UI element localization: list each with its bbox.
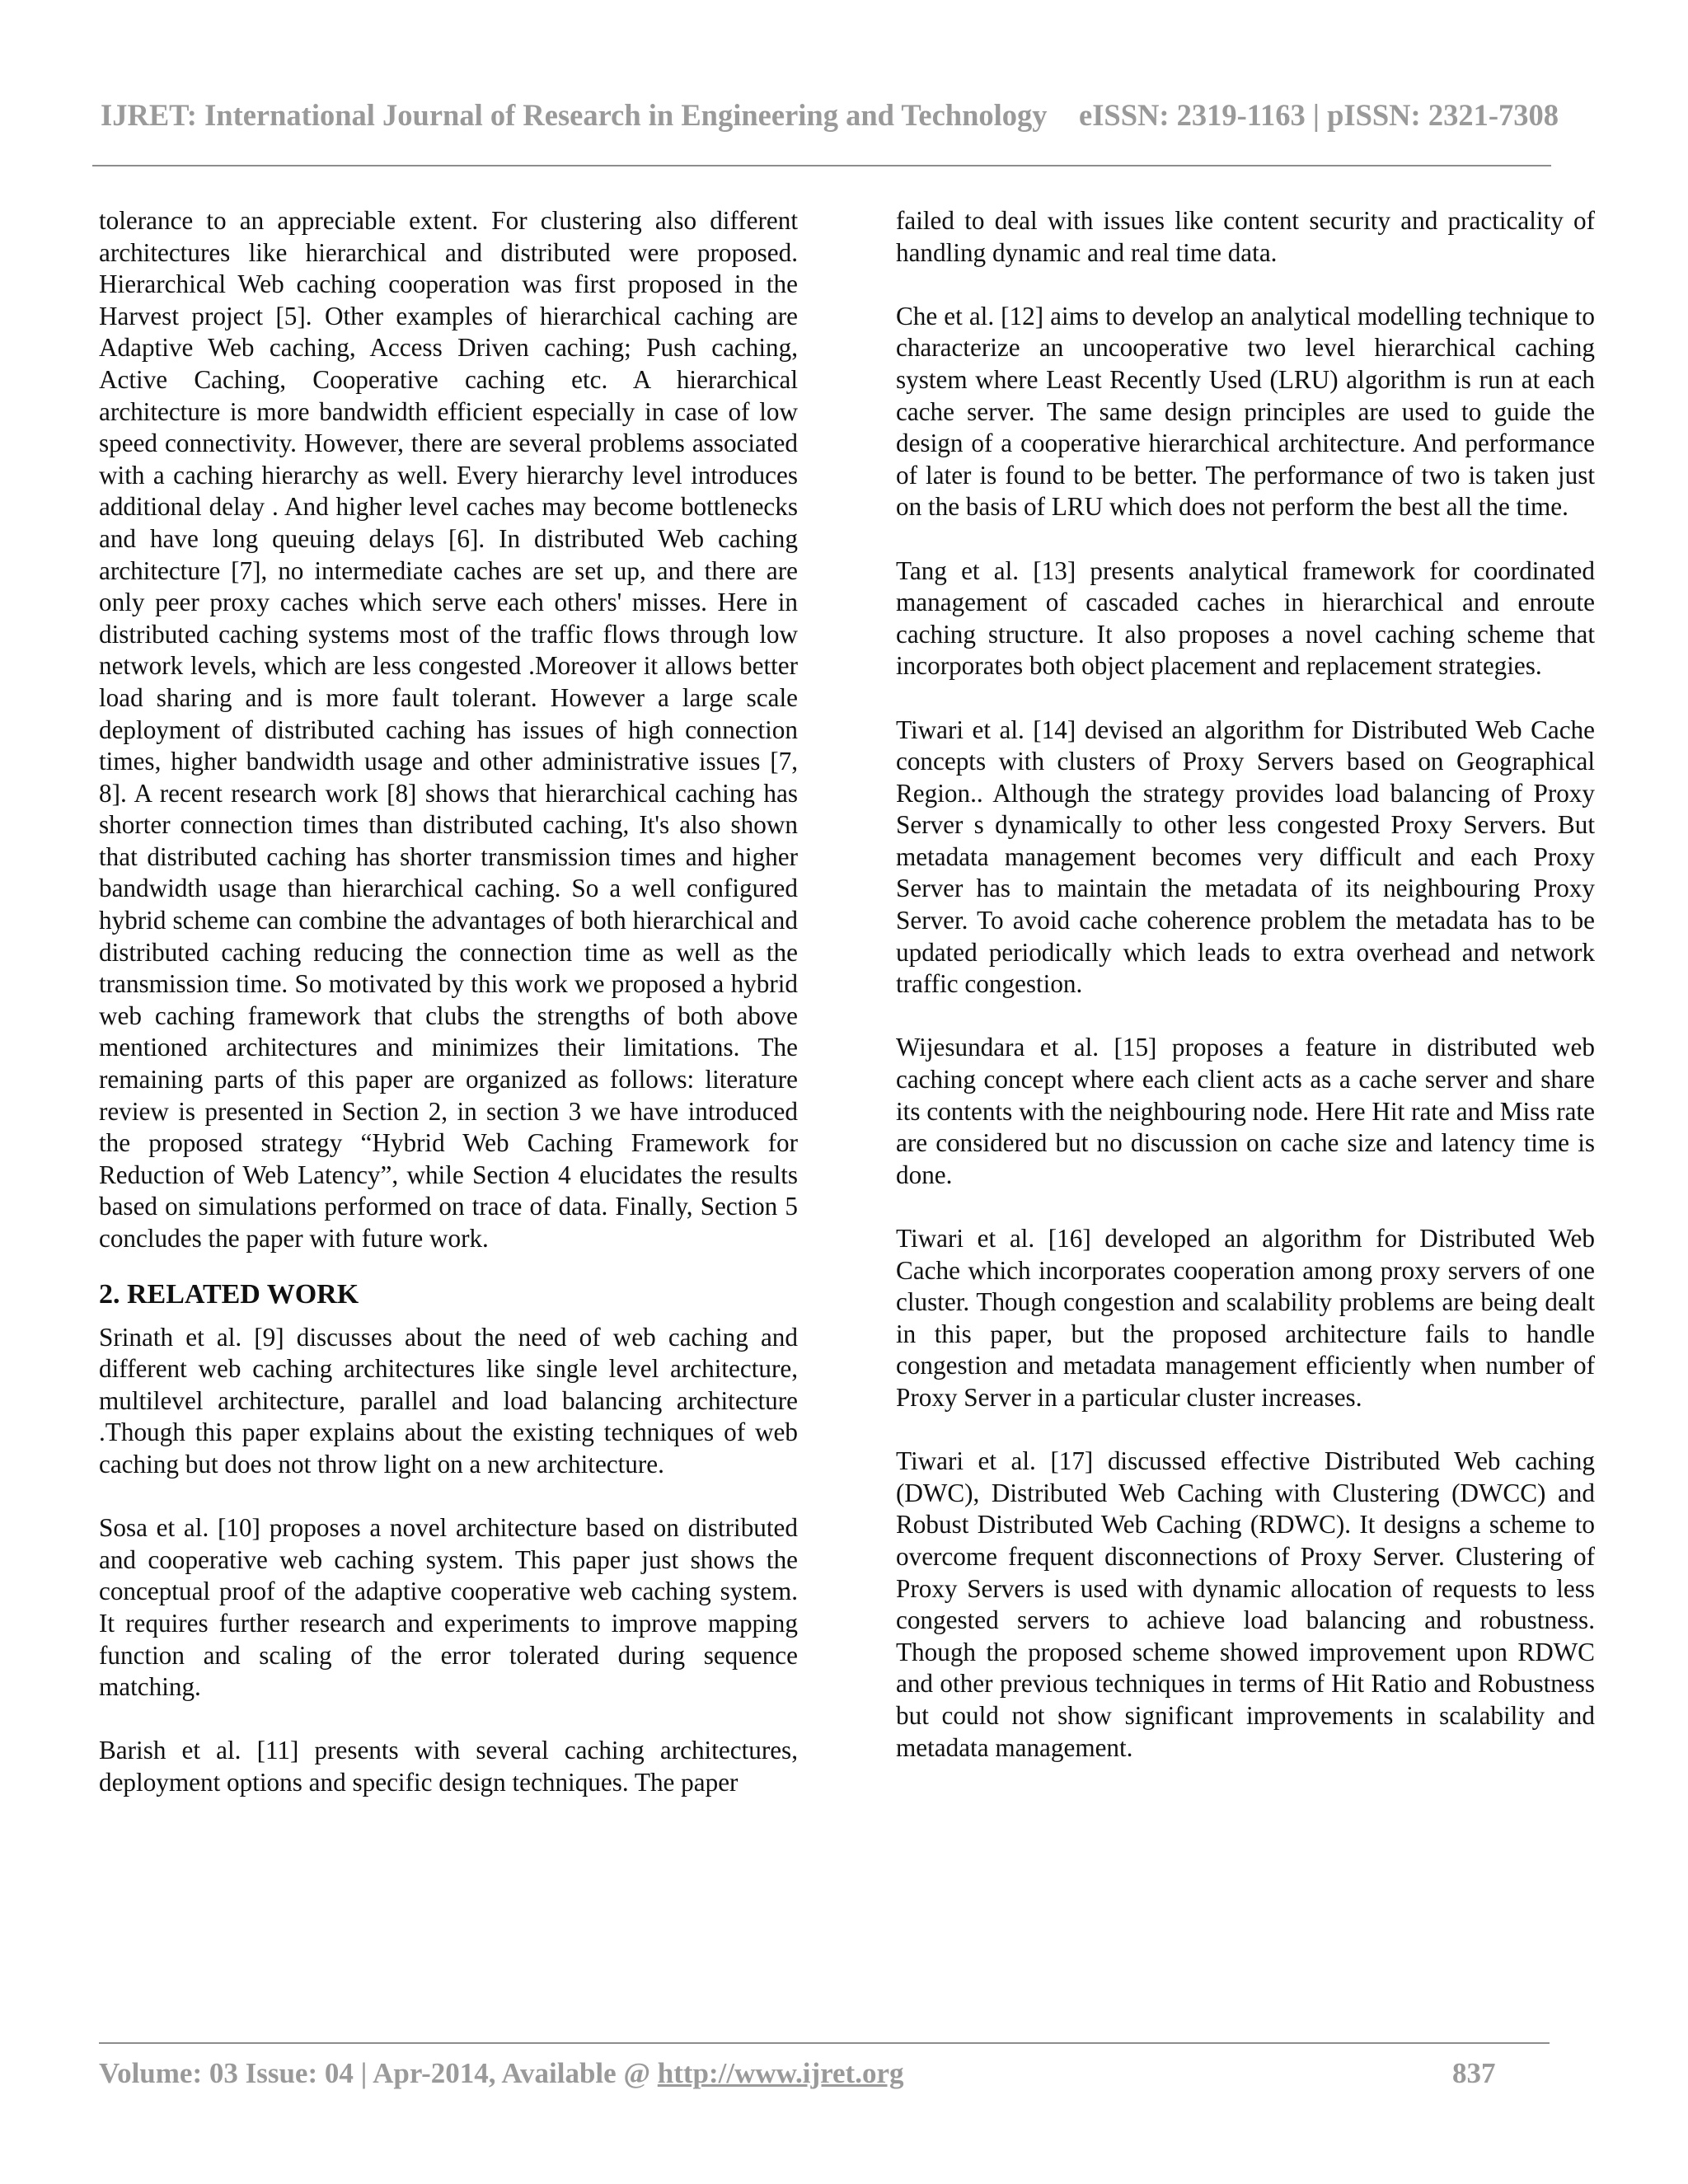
running-header — [92, 97, 1559, 138]
paragraph-tiwari-16: Tiwari et al. [16] developed an algorithm for Distributed Web Cache which incorporates cooperation among proxy servers of one cluster. Though congestion and scalability problems are being dealt in this paper, but the proposed architecture fails to handle congestion and metadata management efficiently when number of Proxy Server in a particular cluster increases. — [896, 1224, 1595, 1412]
paragraph-tang: Tang et al. [13] presents analytical framework for coordinated management of cascaded caches in hierarchical and enroute caching structure. It also proposes a novel caching scheme that incorporates both object placement and replacement strategies. — [896, 555, 1595, 681]
header-divider — [92, 165, 1551, 166]
paragraph-tiwari-17: Tiwari et al. [17] discussed effective Distributed Web caching (DWC), Distributed Web Caching with Clustering (DWCC) and Robust Distributed Web Caching (RDWC). It designs a scheme to overcome frequent disconnections of Proxy Server. Clustering of Proxy Servers is used with dynamic allocation of requests to less congested servers to achieve load balancing and robustness. Though the proposed scheme showed improvement upon RDWC and other previous techniques in terms of Hit Ratio and Robustness but could not show significant improvements in scalability and metadata management. — [896, 1446, 1595, 1762]
paragraph-che: Che et al. [12] aims to develop an analytical modelling technique to characterize an uncooperative two level hierarchical caching system where Least Recently Used (LRU) algorithm is run at each cache server. The same design principles are used to guide the design of a cooperative hierarchical architecture. And performance of later is found to be better. The performance of two is taken just on the basis of LRU which does not perform the best all the time. — [896, 301, 1595, 522]
paragraph-barish-continued: failed to deal with issues like content security and practicality of handling dynamic and real time data. — [896, 206, 1595, 267]
page-number: 837 — [1452, 2057, 1496, 2089]
paragraph-barish: Barish et al. [11] presents with several caching architectures, deployment options and specific design techniques. The paper — [99, 1736, 798, 1797]
paragraph-wijesundara: Wijesundara et al. [15] proposes a feature in distributed web caching concept where each client acts as a cache server and share its contents with the neighbouring node. Here Hit rate and Miss rate are considered but no discussion on cache size and latency time is done. — [896, 1033, 1595, 1189]
right-column — [896, 205, 1595, 1764]
issn-numbers: eISSN: 2319-1163 | pISSN: 2321-7308 — [1079, 98, 1559, 132]
volume-text: Volume: 03 Issue: 04 | Apr-2014, Available @ — [99, 2057, 658, 2089]
volume-info — [99, 2057, 904, 2090]
footer-divider — [99, 2042, 1550, 2044]
journal-title: IJRET: International Journal of Research in Engineering and Technology — [101, 98, 1048, 132]
paragraph-srinath: Srinath et al. [9] discusses about the need of web caching and different web caching architectures like single level architecture, multilevel architecture, parallel and load balancing architecture .Though this paper explains about the existing techniques of web caching but does not throw light on a new architecture. — [99, 1322, 798, 1479]
paragraph-sosa: Sosa et al. [10] proposes a novel architecture based on distributed and cooperative web caching system. This paper just shows the conceptual proof of the adaptive cooperative web caching system. It requires further research and experiments to improve mapping function and scaling of the error tolerated during sequence matching. — [99, 1513, 798, 1702]
intro-paragraph: tolerance to an appreciable extent. For clustering also different architectures like hierarchical and distributed were proposed. Hierarchical Web caching cooperation was first proposed in the Harvest project [5]. Other examples of hierarchical caching are Adaptive Web caching, Access Driven caching; Push caching, Active Caching, Cooperative caching etc. A hierarchical architecture is more bandwidth efficient especially in case of low speed connectivity. However, there are several problems associated with a caching hierarchy as well. Every hierarchy level introduces additional delay . And higher level caches may become bottlenecks and have long queuing delays [6]. In distributed Web caching architecture [7], no intermediate caches are set up, and there are only peer proxy caches which serve each others' misses. Here in distributed caching systems most of the traffic flows through low network levels, which are less congested .Moreover it allows better load sharing and is more fault tolerant. However a large scale deployment of distributed caching has issues of high connection times, higher bandwidth usage and other administrative issues [7, 8]. A recent research work [8] shows that hierarchical caching has shorter connection times than distributed caching, It's also shown that distributed caching has shorter transmission times and higher bandwidth usage than hierarchical caching. So a well configured hybrid scheme can combine the advantages of both hierarchical and distributed caching reducing the connection time as well as the transmission time. So motivated by this work we proposed a hybrid web caching framework that clubs the strengths of both above mentioned architectures and minimizes their limitations. The remaining parts of this paper are organized as follows: literature review is presented in Section 2, in section 3 we have introduced the proposed strategy “Hybrid Web Caching Framework for Reduction of Web Latency”, while Section 4 elucidates the results based on simulations performed on trace of data. Finally, Section 5 concludes the paper with future work. — [99, 206, 798, 1253]
journal-url-link[interactable]: http://www.ijret.org — [657, 2057, 904, 2089]
paragraph-tiwari-14: Tiwari et al. [14] devised an algorithm for Distributed Web Cache concepts with clusters of Proxy Servers based on Geographical Region.. Although the strategy provides load balancing of Proxy Server s dynamically to other less congested Proxy Servers. But metadata management becomes very difficult and each Proxy Server has to maintain the metadata of its neighbouring Proxy Server. To avoid cache coherence problem the metadata has to be updated periodically which leads to extra overhead and network traffic congestion. — [896, 715, 1595, 999]
section-heading: 2. RELATED WORK — [99, 1278, 359, 1310]
left-column — [99, 205, 798, 1799]
running-footer — [99, 2057, 1500, 2098]
